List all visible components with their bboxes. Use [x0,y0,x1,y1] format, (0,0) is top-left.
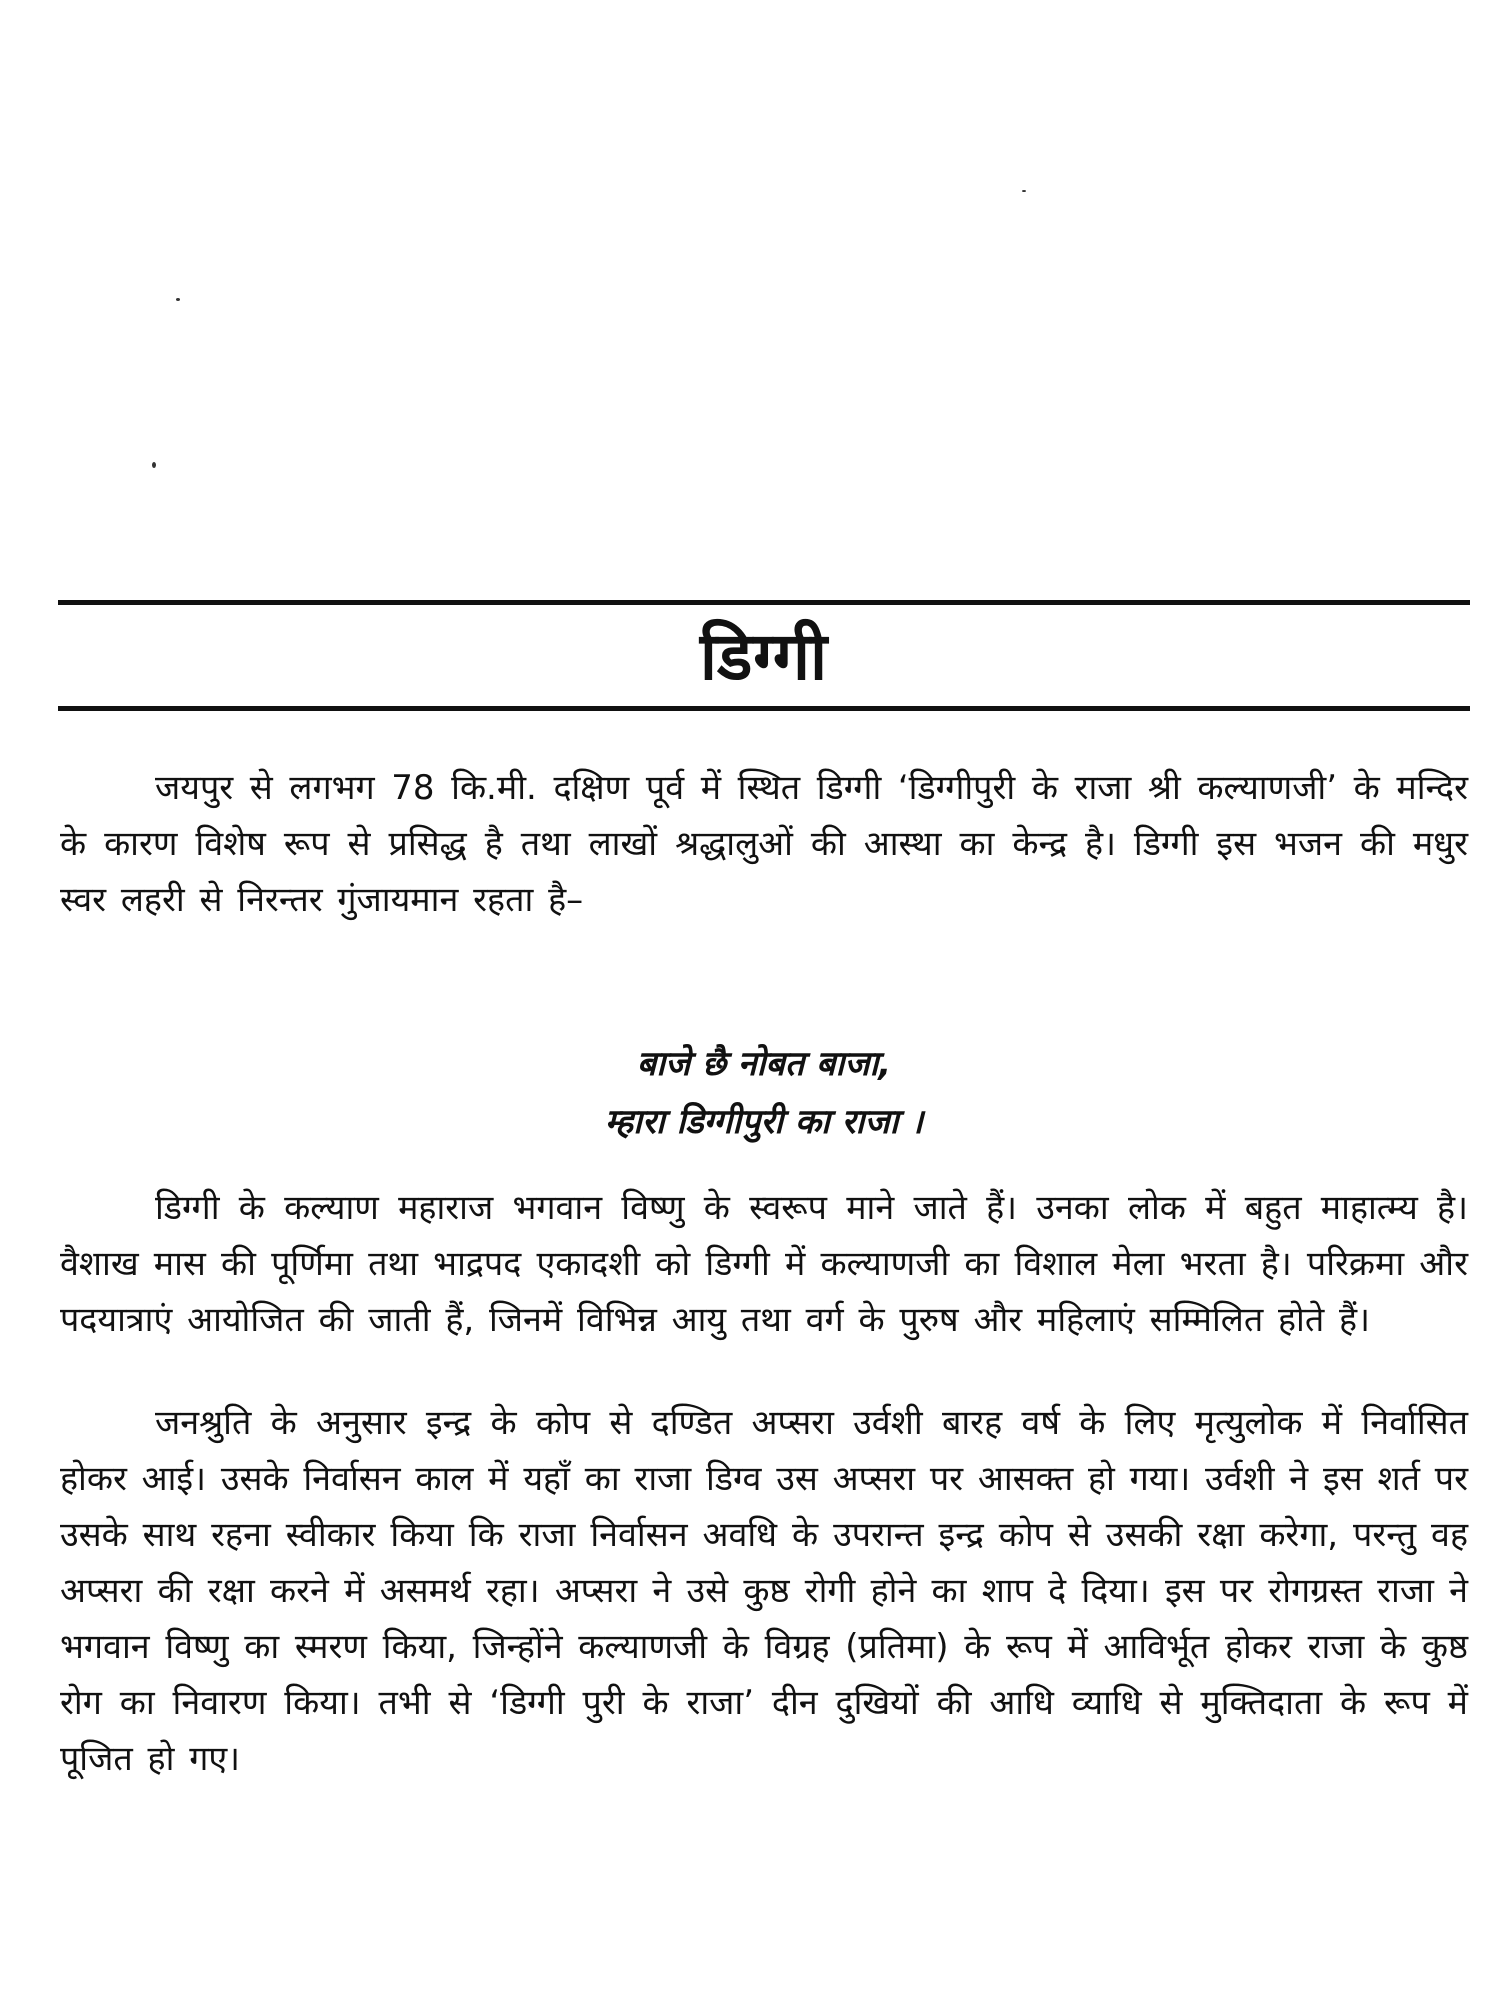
scan-speck [176,298,180,301]
heading-rule-top [58,600,1470,605]
paragraph-text: डिग्गी के कल्याण महाराज भगवान विष्णु के स्वरूप माने जाते हैं। उनका लोक में बहुत माहात्म्य है। वैशाख मास की पूर्णिमा तथा भाद्रपद एकादशी को डिग्गी में कल्याणजी का विशाल मेला भरता है। परिक्रमा और पदयात्राएं आयोजित की जाती हैं, जिनमें विभिन्न आयु तथा वर्ग के पुरुष और महिलाएं सम्मिलित होते हैं। [60,1188,1468,1340]
paragraph-fair [60,1180,1468,1348]
page-title: डिग्गी [699,618,829,695]
scan-speck [152,462,156,468]
paragraph-legend [60,1395,1468,1787]
scan-speck [1022,190,1026,192]
paragraph-intro [60,760,1468,928]
heading-rule-bottom [58,706,1470,711]
verse-line: म्हारा डिग्गीपुरी का राजा । [604,1102,924,1142]
bhajan-verse [60,1035,1468,1151]
paragraph-text: जयपुर से लगभग 78 कि.मी. दक्षिण पूर्व में स्थित डिग्गी ‘डिग्गीपुरी के राजा श्री कल्याणजी’ के मन्दिर के कारण विशेष रूप से प्रसिद्ध है तथा लाखों श्रद्धालुओं की आस्था का केन्द्र है। डिग्गी इस भजन की मधुर स्वर लहरी से निरन्तर गुंजायमान रहता है– [60,768,1468,920]
paragraph-text: जनश्रुति के अनुसार इन्द्र के कोप से दण्डित अप्सरा उर्वशी बारह वर्ष के लिए मृत्युलोक में निर्वासित होकर आई। उसके निर्वासन काल में यहाँ का राजा डिग्व उस अप्सरा पर आसक्त हो गया। उर्वशी ने इस शर्त पर उसके साथ रहना स्वीकार किया कि राजा निर्वासन अवधि के उपरान्त इन्द्र कोप से उसकी रक्षा करेगा, परन्तु वह अप्सरा की रक्षा करने में असमर्थ रहा। अप्सरा ने उसे कुष्ठ रोगी होने का शाप दे दिया। इस पर रोगग्रस्त राजा ने भगवान विष्णु का स्मरण किया, जिन्होंने कल्याणजी के विग्रह (प्रतिमा) के रूप में आविर्भूत होकर राजा के कुष्ठ रोग का निवारण किया। तभी से ‘डिग्गी पुरी के राजा’ दीन दुखियों की आधि व्याधि से मुक्तिदाता के रूप में पूजित हो गए। [60,1403,1468,1779]
verse-line: बाजे छै नोबत बाजा, [636,1044,892,1084]
